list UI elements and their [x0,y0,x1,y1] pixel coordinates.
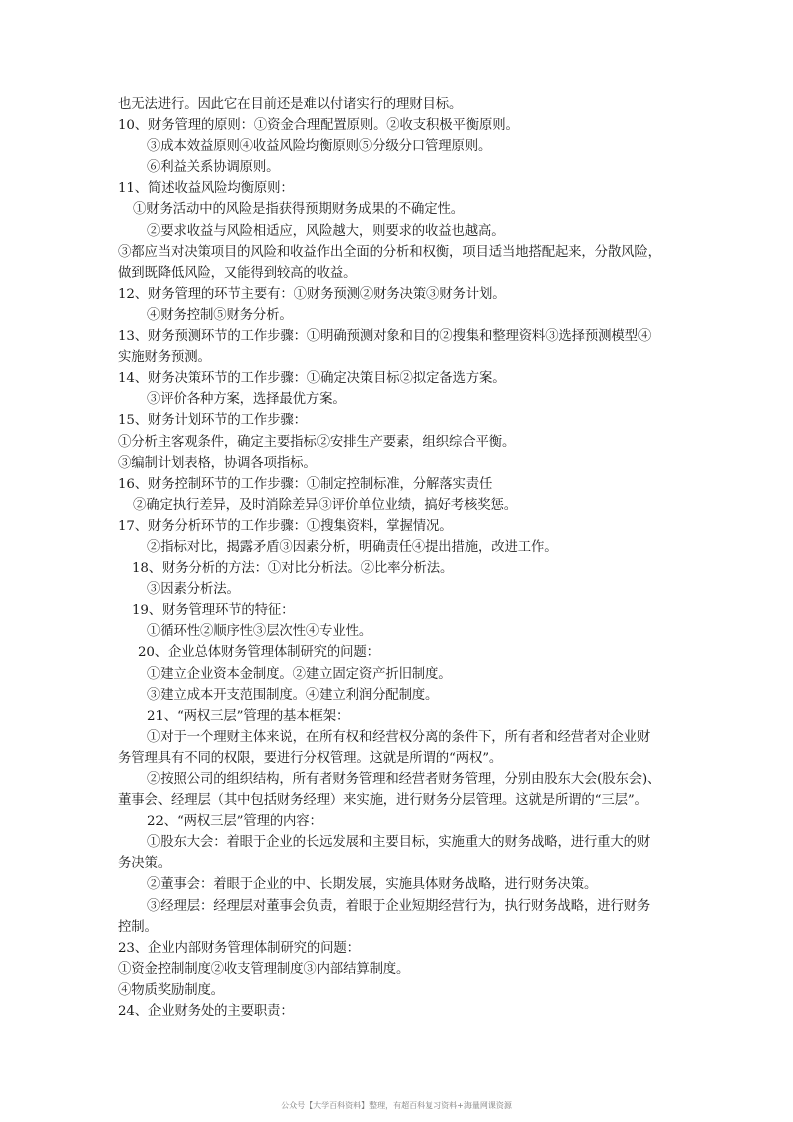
text-line: 23、企业内部财务管理体制研究的问题： [118,940,360,956]
text-line: ①建立企业资本金制度。②建立固定资产折旧制度。 [147,666,452,682]
text-line: ③评价各种方案，选择最优方案。 [147,392,346,408]
text-line: ②按照公司的组织结构，所有者财务管理和经营者财务管理，分别由股东大会(股东会)、 [147,772,661,787]
text-line: 18、财务分析的方法：①对比分析法。②比率分析法。 [132,561,454,577]
page-footer: 公众号【大学百科资料】整理，有超百科复习资料+海量网课资源 [281,1101,512,1110]
text-line: 17、财务分析环节的工作步骤：①搜集资料，掌握情况。 [118,518,453,534]
text-line: ①循环性②顺序性③层次性④专业性。 [147,624,373,640]
text-line: ④物质奖励制度。 [118,982,224,998]
text-line: 12、财务管理的环节主要有：①财务预测②财务决策③财务计划。 [118,286,506,302]
text-line: 21、“两权三层”管理的基本框架： [147,708,350,724]
text-line: ③经理层：经理层对董事会负责，着眼于企业短期经营行为，执行财务战略，进行财务 [147,898,651,914]
text-line: ①对于一个理财主体来说，在所有权和经营权分离的条件下，所有者和经营者对企业财 [147,729,651,745]
text-line: 控制。 [118,919,158,935]
text-line: 做到既降低风险，又能得到较高的收益。 [118,265,357,281]
text-line: 22、“两权三层”管理的内容： [147,814,323,830]
text-line: ①分析主客观条件，确定主要指标②安排生产要素，组织综合平衡。 [118,434,516,450]
text-line: ③建立成本开支范围制度。④建立利润分配制度。 [147,687,439,703]
text-line: ③编制计划表格，协调各项指标。 [118,455,317,471]
text-line: ①股东大会：着眼于企业的长远发展和主要目标，实施重大的财务战略，进行重大的财 [147,835,651,851]
text-line: 实施财务预测。 [118,350,211,366]
text-line: ①资金控制制度②收支管理制度③内部结算制度。 [118,961,410,977]
text-line: 16、财务控制环节的工作步骤：①制定控制标准，分解落实责任 [118,476,493,492]
text-line: 11、简述收益风险均衡原则： [118,181,294,197]
text-line: ②确定执行差异，及时消除差异③评价单位业绩，搞好考核奖惩。 [133,497,517,513]
text-line: 10、财务管理的原则：①资金合理配置原则。②收支积极平衡原则。 [118,118,519,134]
text-line: 14、财务决策环节的工作步骤：①确定决策目标②拟定备选方案。 [118,371,506,387]
text-line: 24、企业财务处的主要职责： [118,1004,294,1020]
text-line: ①财务活动中的风险是指获得预期财务成果的不确定性。 [133,202,465,218]
text-line: ⑥利益关系协调原则。 [147,160,280,176]
text-line: ③成本效益原则④收益风险均衡原则⑤分级分口管理原则。 [147,139,492,155]
text-line: 20、企业总体财务管理体制研究的问题： [138,645,380,661]
text-line: 15、财务计划环节的工作步骤： [118,413,307,429]
text-line: 董事会、经理层（其中包括财务经理）来实施，进行财务分层管理。这就是所谓的“三层”。 [118,793,648,809]
text-line: 19、财务管理环节的特征： [132,603,295,619]
text-line: 也无法进行。因此它在目前还是难以付诸实行的理财目标。 [118,97,463,112]
text-line: ④财务控制⑤财务分析。 [147,307,293,323]
text-line: 务管理具有不同的权限，要进行分权管理。这就是所谓的“两权”。 [118,750,503,766]
text-line: ②指标对比，揭露矛盾③因素分析，明确责任④提出措施，改进工作。 [147,539,558,555]
text-line: ②要求收益与风险相适应，风险越大，则要求的收益也越高。 [147,223,505,239]
text-line: 13、财务预测环节的工作步骤：①明确预测对象和目的②搜集和整理资料③选择预测模型④ [118,329,652,345]
text-line: ②董事会：着眼于企业的中、长期发展，实施具体财务战略，进行财务决策。 [147,877,598,893]
text-line: 务决策。 [118,856,171,872]
text-line: ③都应当对决策项目的风险和收益作出全面的分析和权衡，项目适当地搭配起来，分散风险， [118,244,661,260]
text-line: ③因素分析法。 [147,582,240,598]
document-body [118,94,678,1022]
